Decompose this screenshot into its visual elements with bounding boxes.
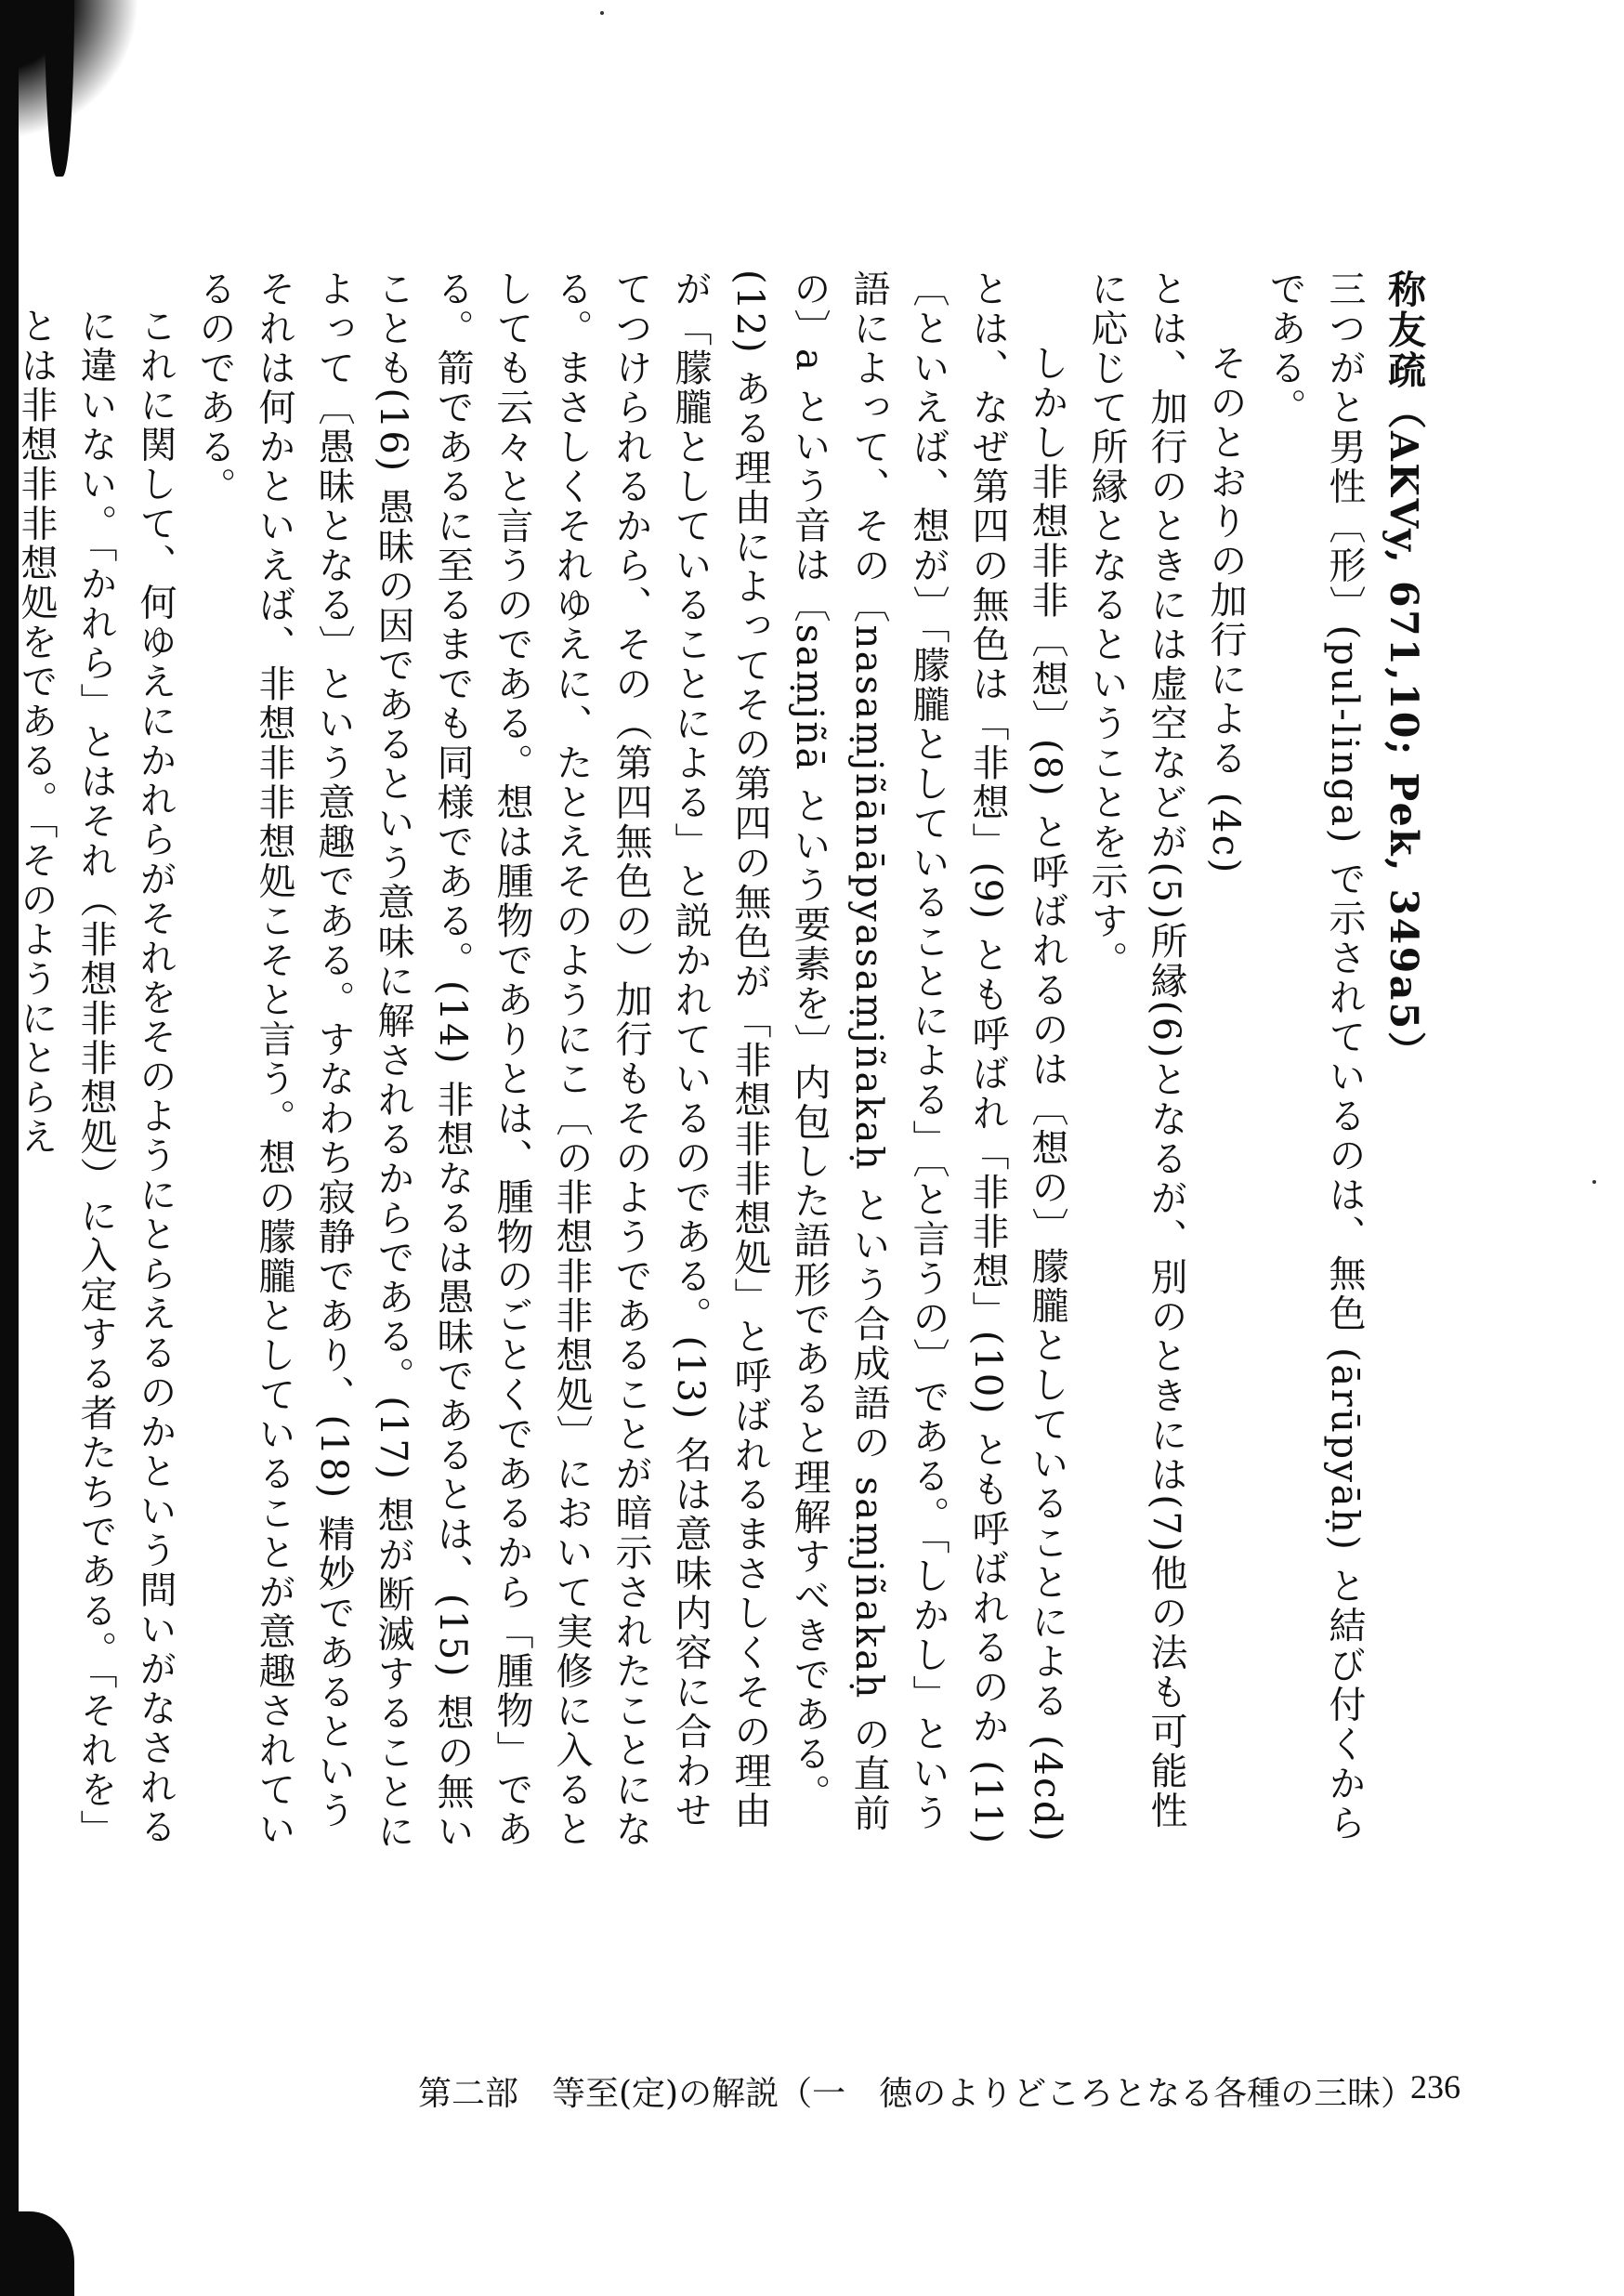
binding-shadow-bottom [0,2211,74,2296]
binding-flare [45,0,74,177]
section-heading: 称友疏（AKVy, 671,10; Pek, 349a5） [1382,269,1426,1072]
scan-speck [1592,1180,1596,1184]
running-title: 第二部 等至(定)の解説（一 徳のよりどころとなる各種の三昧） [418,2075,1415,2113]
paragraph: とは、なぜ第四の無色は「非想」(9) とも呼ばれ「非非想」(10) とも呼ばれるのか (11)〔といえば、想が〕「朦朧としていることによる」〔と言うの〕である。「しかし」という語によって、その〔nasaṃjñānāpyasaṃjñakaḥ という合成語の saṃjñakaḥ の直前の〕a という音は〔saṃjñā という要素を〕内包した語形であると理解すべきである。(12) ある理由によってその第四の無色が「非想非非想処」と呼ばれるまさしくその理由が「朦朧としていることによる」と説かれているのである。(13) 名は意味内容に合わせてつけられるから、その（第四無色の）加行もそのようであることが暗示されたことになる。まさしくそれゆえに、たとえそのようにこ〔の非想非非想処〕において実修に入るとしても云々と言うのである。想は腫物でありとは、腫物のごとくであるから「腫物」である。箭であるに至るまでも同様である。(14) 非想なるは愚昧であるとは、(15) 想の無いことも(16) 愚昧の因であるという意味に解されるからである。(17) 想が断滅することによって〔愚昧となる〕という意趣である。すなわち寂静であり、(18) 精妙であるというそれは何かといえば、非想非非想処こそと言う。想の朦朧としていることが意趣されているのである。 [193,269,1009,1852]
quoted-verse: そのとおりの加行による (4c) [1204,344,1247,875]
page-footer [418,2067,1460,2115]
page-number: 236 [1410,2068,1460,2106]
page-body [15,269,1434,1868]
paragraph: とは、加行のときには虚空などが(5)所縁(6)となるが、別のときには(7)他の法も可能性に応じて所縁となるということを示す。 [1085,269,1187,1830]
scan-speck [600,11,604,15]
paragraph: 三つがと男性〔形〕(pul-linga) で示されているのは、無色 (ārūpyāḥ) と結び付くからである。 [1264,269,1366,1843]
paragraph: これに関して、何ゆえにかれらがそれをそのようにとらえるのかという問いがなされるに違いない。「かれら」とはそれ（非想非非想処）に入定する者たちである。「それを」とは非想非非想処をである。「そのようにとらえ [15,307,177,1849]
quoted-verse: しかし非想非非〔想〕(8) と呼ばれるのは〔想の〕朦朧としていることによる (4cd) [1026,344,1068,1844]
